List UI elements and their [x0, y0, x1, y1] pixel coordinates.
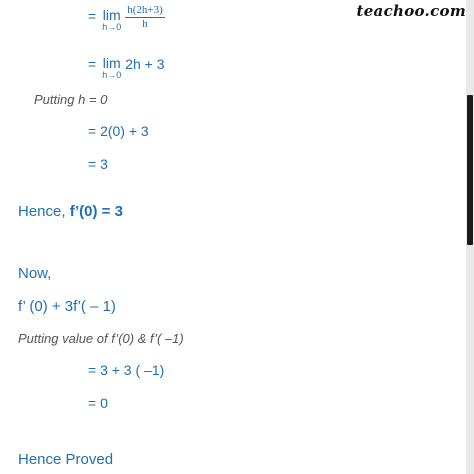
- limit-operator: [102, 4, 121, 32]
- fraction: [125, 4, 165, 31]
- teachoo-logo: teachoo.com: [356, 2, 466, 20]
- putting-value-note: Putting value of f’(0) & f’( –1): [18, 331, 184, 346]
- conclusion: Hence Proved: [18, 451, 114, 468]
- hence-statement: [18, 204, 123, 220]
- step-substitution: = 2(0) + 3: [88, 123, 149, 139]
- equals-sign: =: [88, 56, 97, 72]
- step-zero: = 0: [88, 395, 108, 411]
- limit-step-1: [88, 4, 165, 32]
- hence-prefix: Hence,: [18, 203, 70, 220]
- limit-operator: [102, 56, 121, 80]
- step-evaluation: = 3 + 3 ( –1): [88, 362, 165, 378]
- lim-word: lim: [102, 7, 121, 23]
- putting-h-note: Putting h = 0: [34, 92, 108, 107]
- lim-subscript: h→0: [102, 70, 122, 80]
- expression: f’ (0) + 3f’( – 1): [18, 298, 116, 315]
- hence-result: f’(0) = 3: [69, 203, 123, 220]
- limit-step-2: [88, 56, 165, 80]
- lim-word: lim: [102, 55, 121, 71]
- equals-sign: =: [88, 8, 97, 24]
- now-label: Now,: [18, 265, 52, 282]
- limit-expression: 2h + 3: [125, 56, 165, 72]
- fraction-numerator: h(2h+3): [127, 4, 163, 16]
- lim-subscript: h→0: [102, 22, 122, 32]
- step-result: = 3: [88, 156, 108, 172]
- fraction-denominator: h: [142, 18, 148, 30]
- scrollbar-thumb[interactable]: [467, 95, 473, 245]
- scrollbar[interactable]: [466, 0, 474, 474]
